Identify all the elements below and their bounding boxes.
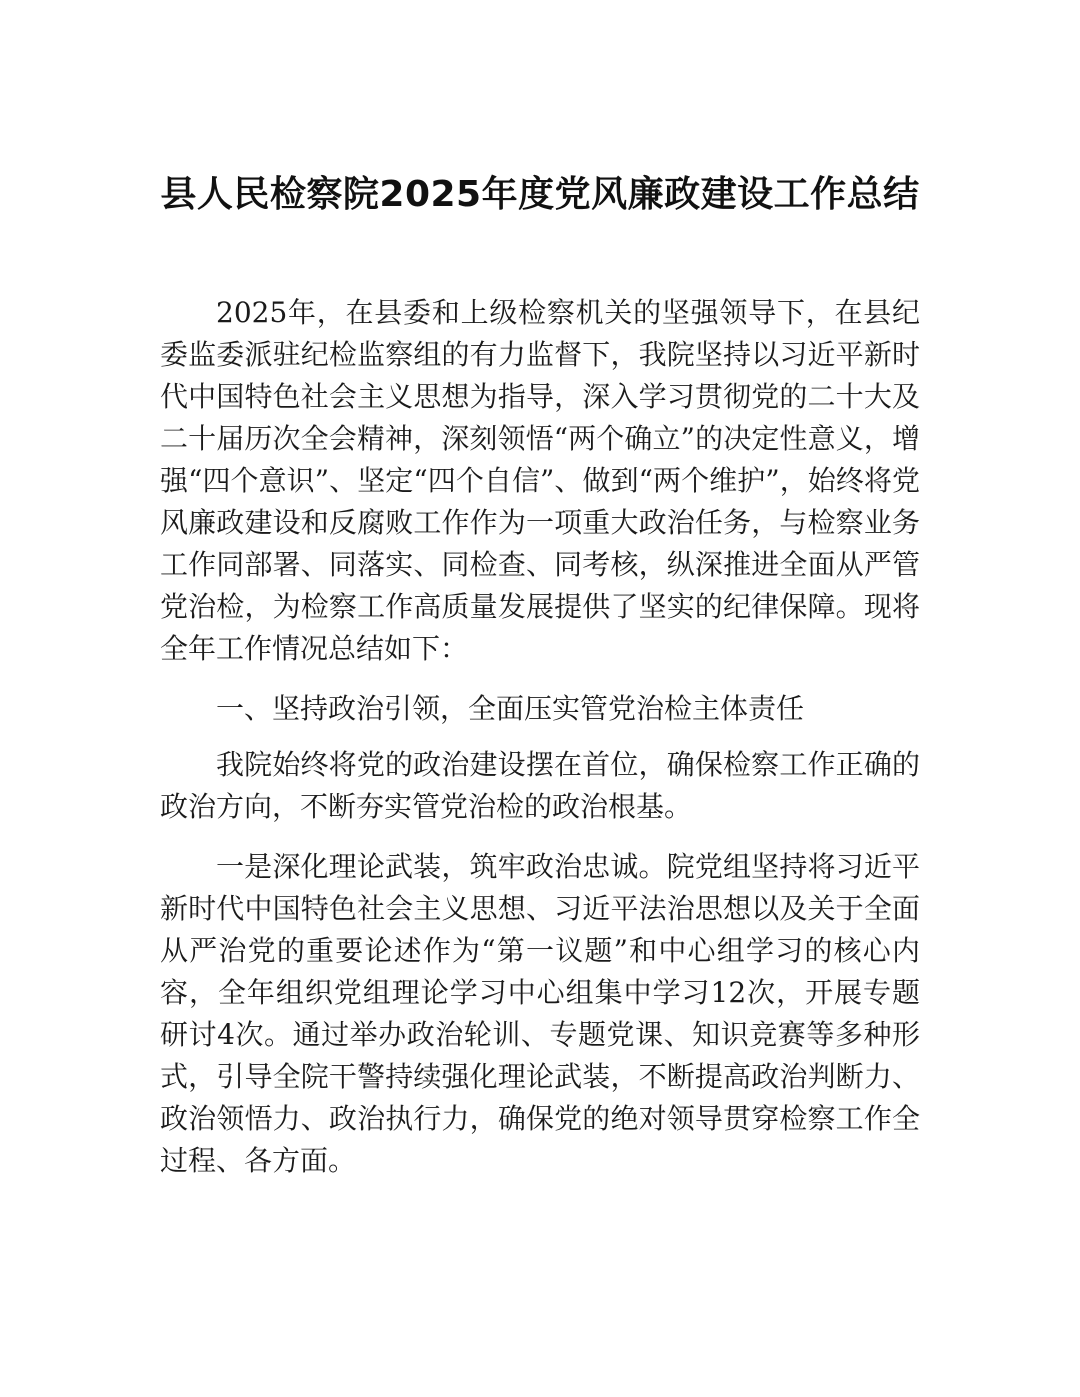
section-heading-1: 一、坚持政治引领，全面压实管党治检主体责任	[216, 692, 805, 725]
section-1-paragraph: 我院始终将党的政治建设摆在首位，确保检察工作正确的政治方向，不断夯实管党治检的政治根基。	[160, 748, 920, 823]
section-1-item-1-paragraph: 一是深化理论武装，筑牢政治忠诚。院党组坚持将习近平新时代中国特色社会主义思想、习近平法治思想以及关于全面从严治党的重要论述作为“第一议题”和中心组学习的核心内容，全年组织党组理论学习中心组集中学习12次，开展专题研讨4次。通过举办政治轮训、专题党课、知识竞赛等多种形式，引导全院干警持续强化理论武装，不断提高政治判断力、政治领悟力、政治执行力，确保党的绝对领导贯穿检察工作全过程、各方面。	[160, 850, 920, 1177]
intro-paragraph: 2025年，在县委和上级检察机关的坚强领导下，在县纪委监委派驻纪检监察组的有力监督下，我院坚持以习近平新时代中国特色社会主义思想为指导，深入学习贯彻党的二十大及二十届历次全会精神，深刻领悟“两个确立”的决定性意义，增强“四个意识”、坚定“四个自信”、做到“两个维护”，始终将党风廉政建设和反腐败工作作为一项重大政治任务，与检察业务工作同部署、同落实、同检查、同考核，纵深推进全面从严管党治检，为检察工作高质量发展提供了坚实的纪律保障。现将全年工作情况总结如下：	[160, 296, 920, 665]
document-body	[160, 292, 920, 1200]
document-title: 县人民检察院2025年度党风廉政建设工作总结	[160, 174, 920, 215]
